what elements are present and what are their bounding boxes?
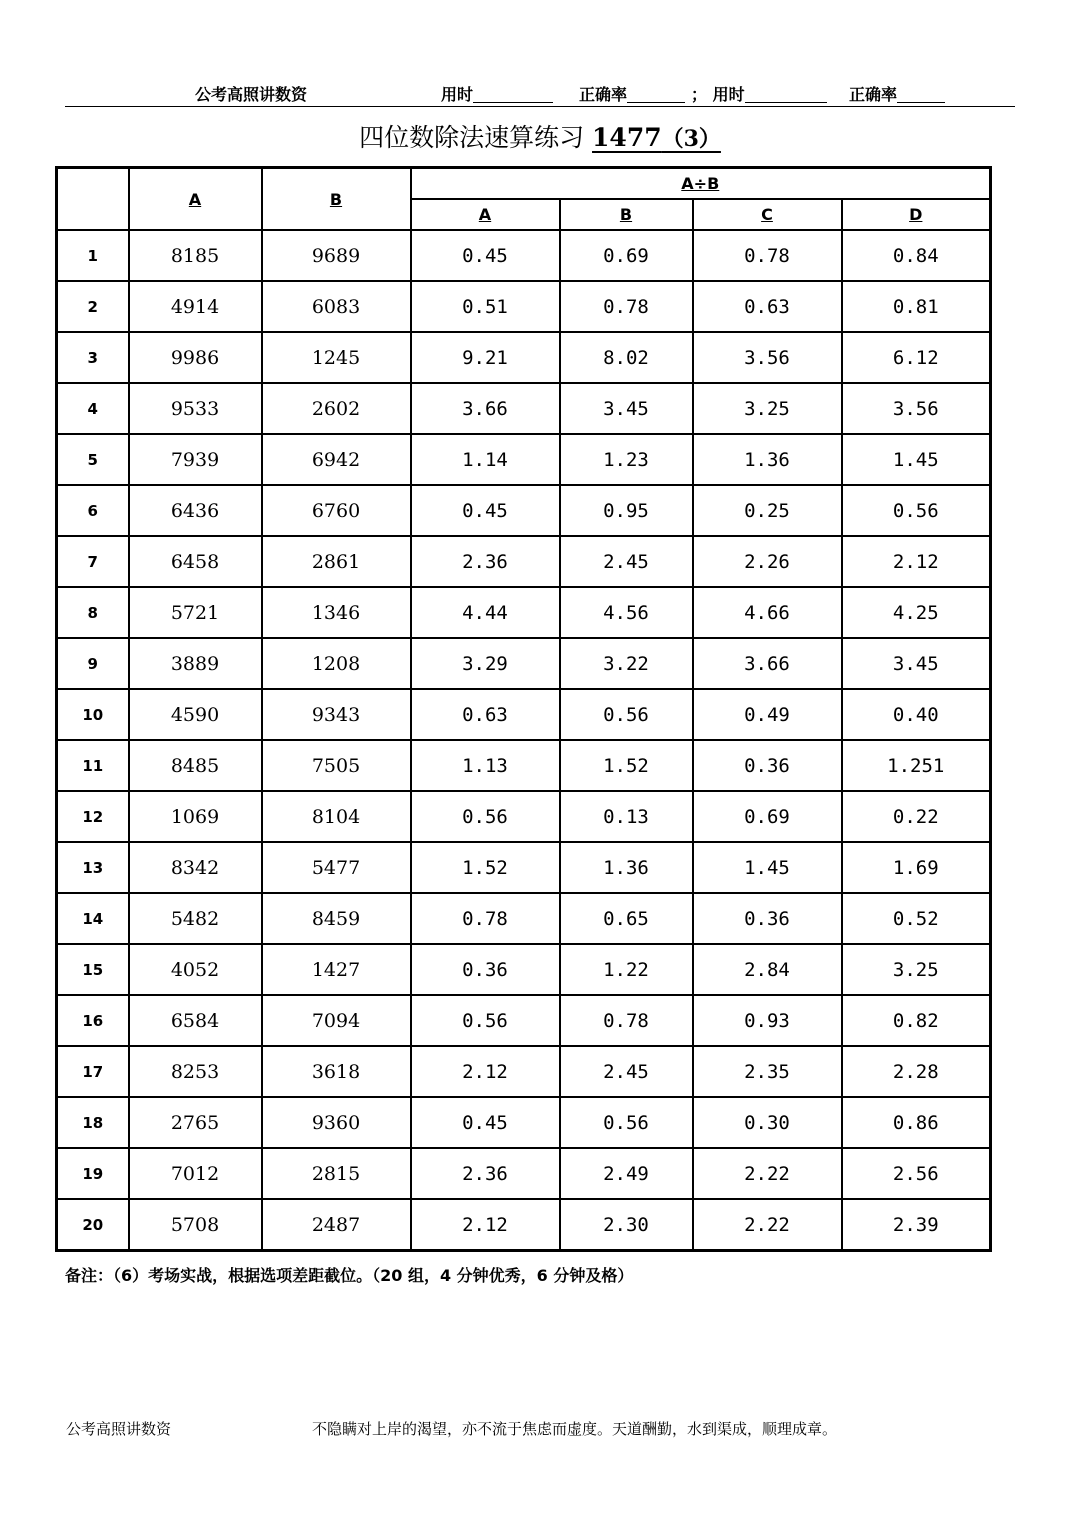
value-a: 5721 [129, 587, 262, 638]
option-d: 1.45 [842, 434, 991, 485]
value-b: 1427 [262, 944, 411, 995]
option-a: 2.12 [411, 1046, 560, 1097]
option-d: 0.84 [842, 230, 991, 281]
option-c: 0.30 [693, 1097, 842, 1148]
option-d: 1.69 [842, 842, 991, 893]
time-label-2: 用时 [712, 85, 745, 104]
table-row [57, 281, 991, 332]
table-row [57, 944, 991, 995]
option-c: 3.66 [693, 638, 842, 689]
option-d: 0.81 [842, 281, 991, 332]
value-a: 6458 [129, 536, 262, 587]
option-c: 4.66 [693, 587, 842, 638]
title-text: 四位数除法速算练习 [359, 123, 585, 152]
table-row [57, 230, 991, 281]
value-a: 1069 [129, 791, 262, 842]
value-a: 4590 [129, 689, 262, 740]
table-row [57, 434, 991, 485]
option-c: 0.78 [693, 230, 842, 281]
table-row [57, 536, 991, 587]
table-row [57, 791, 991, 842]
option-c: 2.22 [693, 1199, 842, 1251]
row-number: 4 [57, 383, 129, 434]
value-a: 6584 [129, 995, 262, 1046]
value-a: 7012 [129, 1148, 262, 1199]
option-a: 1.52 [411, 842, 560, 893]
row-number: 11 [57, 740, 129, 791]
value-b: 2861 [262, 536, 411, 587]
row-number: 12 [57, 791, 129, 842]
table-row [57, 383, 991, 434]
table-row [57, 638, 991, 689]
row-number: 16 [57, 995, 129, 1046]
option-b: 0.56 [560, 689, 693, 740]
option-d: 0.22 [842, 791, 991, 842]
accuracy-label-1: 正确率 [579, 85, 628, 104]
option-d: 4.25 [842, 587, 991, 638]
value-b: 2602 [262, 383, 411, 434]
option-b: 4.56 [560, 587, 693, 638]
table-row [57, 332, 991, 383]
value-a: 4052 [129, 944, 262, 995]
value-b: 6942 [262, 434, 411, 485]
table-row [57, 842, 991, 893]
option-d: 3.56 [842, 383, 991, 434]
header-a: A [129, 168, 262, 231]
option-b: 1.36 [560, 842, 693, 893]
value-a: 8185 [129, 230, 262, 281]
row-number: 17 [57, 1046, 129, 1097]
option-b: 0.95 [560, 485, 693, 536]
header-group-a-div-b: A÷B [411, 168, 991, 200]
option-c: 2.35 [693, 1046, 842, 1097]
time-blank-1[interactable] [473, 86, 553, 103]
option-a: 4.44 [411, 587, 560, 638]
table-row [57, 995, 991, 1046]
row-number: 7 [57, 536, 129, 587]
value-a: 4914 [129, 281, 262, 332]
option-b: 8.02 [560, 332, 693, 383]
option-d: 2.28 [842, 1046, 991, 1097]
option-c: 3.56 [693, 332, 842, 383]
option-c: 0.49 [693, 689, 842, 740]
option-c: 3.25 [693, 383, 842, 434]
option-b: 0.78 [560, 995, 693, 1046]
row-number: 6 [57, 485, 129, 536]
header-option-c: C [693, 199, 842, 230]
option-a: 0.45 [411, 485, 560, 536]
option-a: 1.14 [411, 434, 560, 485]
option-b: 2.30 [560, 1199, 693, 1251]
value-a: 8485 [129, 740, 262, 791]
option-d: 2.56 [842, 1148, 991, 1199]
title-number-value: 1477 [592, 123, 662, 152]
value-b: 3618 [262, 1046, 411, 1097]
row-number: 19 [57, 1148, 129, 1199]
option-d: 0.40 [842, 689, 991, 740]
accuracy-blank-2[interactable] [897, 86, 945, 103]
value-b: 9360 [262, 1097, 411, 1148]
accuracy-field-2[interactable] [849, 82, 897, 105]
option-d: 1.251 [842, 740, 991, 791]
value-b: 8104 [262, 791, 411, 842]
value-b: 1245 [262, 332, 411, 383]
table-row [57, 587, 991, 638]
option-b: 0.78 [560, 281, 693, 332]
time-label-1: 用时 [441, 85, 474, 104]
row-number: 1 [57, 230, 129, 281]
option-b: 2.45 [560, 1046, 693, 1097]
value-a: 5482 [129, 893, 262, 944]
option-a: 3.29 [411, 638, 560, 689]
accuracy-label-2: 正确率 [849, 85, 898, 104]
option-c: 1.36 [693, 434, 842, 485]
header-index [57, 168, 129, 231]
option-b: 0.56 [560, 1097, 693, 1148]
row-number: 15 [57, 944, 129, 995]
value-a: 5708 [129, 1199, 262, 1251]
value-b: 2487 [262, 1199, 411, 1251]
table-row [57, 893, 991, 944]
option-b: 1.23 [560, 434, 693, 485]
option-a: 0.45 [411, 230, 560, 281]
value-b: 5477 [262, 842, 411, 893]
option-c: 0.69 [693, 791, 842, 842]
value-a: 2765 [129, 1097, 262, 1148]
value-a: 9986 [129, 332, 262, 383]
option-a: 0.51 [411, 281, 560, 332]
value-b: 2815 [262, 1148, 411, 1199]
header-option-a: A [411, 199, 560, 230]
accuracy-blank-1[interactable] [627, 86, 685, 103]
footer-motto: 不隐瞒对上岸的渴望，亦不流于焦虑而虚度。天道酬勤，水到渠成，顺理成章。 [312, 1420, 838, 1438]
option-a: 0.63 [411, 689, 560, 740]
value-a: 8253 [129, 1046, 262, 1097]
time-field-1[interactable] [441, 82, 473, 105]
value-b: 7505 [262, 740, 411, 791]
option-d: 6.12 [842, 332, 991, 383]
header-option-d: D [842, 199, 991, 230]
title-number [592, 123, 721, 152]
row-number: 14 [57, 893, 129, 944]
value-b: 9689 [262, 230, 411, 281]
time-blank-2[interactable] [745, 86, 827, 103]
header-separator: ； [691, 85, 708, 104]
option-a: 3.66 [411, 383, 560, 434]
row-number: 9 [57, 638, 129, 689]
option-c: 2.84 [693, 944, 842, 995]
value-a: 7939 [129, 434, 262, 485]
table-body [57, 230, 991, 1251]
row-number: 10 [57, 689, 129, 740]
option-c: 1.45 [693, 842, 842, 893]
option-c: 2.22 [693, 1148, 842, 1199]
option-c: 2.26 [693, 536, 842, 587]
option-b: 3.22 [560, 638, 693, 689]
option-d: 0.52 [842, 893, 991, 944]
page-title [0, 118, 1080, 154]
value-a: 3889 [129, 638, 262, 689]
title-suffix: （3） [661, 126, 721, 152]
option-c: 0.25 [693, 485, 842, 536]
option-a: 0.56 [411, 995, 560, 1046]
option-a: 0.78 [411, 893, 560, 944]
value-b: 8459 [262, 893, 411, 944]
time-field-2[interactable] [691, 82, 745, 105]
row-number: 18 [57, 1097, 129, 1148]
table-row [57, 1046, 991, 1097]
option-a: 0.36 [411, 944, 560, 995]
accuracy-field-1[interactable] [579, 82, 627, 105]
table-row [57, 1148, 991, 1199]
footer-brand: 公考高照讲数资 [66, 1420, 172, 1438]
option-b: 0.13 [560, 791, 693, 842]
row-number: 8 [57, 587, 129, 638]
option-c: 0.36 [693, 740, 842, 791]
option-a: 2.36 [411, 536, 560, 587]
page-header [65, 78, 1015, 107]
option-d: 0.86 [842, 1097, 991, 1148]
option-c: 0.36 [693, 893, 842, 944]
table-row [57, 1199, 991, 1251]
option-c: 0.93 [693, 995, 842, 1046]
option-b: 3.45 [560, 383, 693, 434]
row-number: 13 [57, 842, 129, 893]
option-b: 2.45 [560, 536, 693, 587]
table-row [57, 485, 991, 536]
row-number: 20 [57, 1199, 129, 1251]
option-a: 9.21 [411, 332, 560, 383]
option-a: 0.56 [411, 791, 560, 842]
option-b: 1.52 [560, 740, 693, 791]
value-a: 6436 [129, 485, 262, 536]
value-a: 9533 [129, 383, 262, 434]
option-d: 3.45 [842, 638, 991, 689]
option-d: 0.82 [842, 995, 991, 1046]
option-d: 0.56 [842, 485, 991, 536]
option-a: 2.36 [411, 1148, 560, 1199]
header-option-b: B [560, 199, 693, 230]
option-a: 2.12 [411, 1199, 560, 1251]
option-d: 2.39 [842, 1199, 991, 1251]
option-c: 0.63 [693, 281, 842, 332]
option-d: 2.12 [842, 536, 991, 587]
value-b: 6083 [262, 281, 411, 332]
option-a: 0.45 [411, 1097, 560, 1148]
option-d: 3.25 [842, 944, 991, 995]
note: 备注：（6）考场实战，根据选项差距截位。（20 组，4 分钟优秀，6 分钟及格） [65, 1266, 634, 1285]
row-number: 5 [57, 434, 129, 485]
row-number: 3 [57, 332, 129, 383]
table-row [57, 689, 991, 740]
table-row [57, 740, 991, 791]
value-b: 7094 [262, 995, 411, 1046]
option-b: 2.49 [560, 1148, 693, 1199]
value-b: 9343 [262, 689, 411, 740]
option-b: 0.65 [560, 893, 693, 944]
row-number: 2 [57, 281, 129, 332]
table-row [57, 1097, 991, 1148]
value-b: 1208 [262, 638, 411, 689]
option-b: 0.69 [560, 230, 693, 281]
option-a: 1.13 [411, 740, 560, 791]
practice-table [55, 166, 992, 1252]
option-b: 1.22 [560, 944, 693, 995]
header-brand: 公考高照讲数资 [195, 85, 308, 104]
value-b: 6760 [262, 485, 411, 536]
value-a: 8342 [129, 842, 262, 893]
value-b: 1346 [262, 587, 411, 638]
header-b: B [262, 168, 411, 231]
